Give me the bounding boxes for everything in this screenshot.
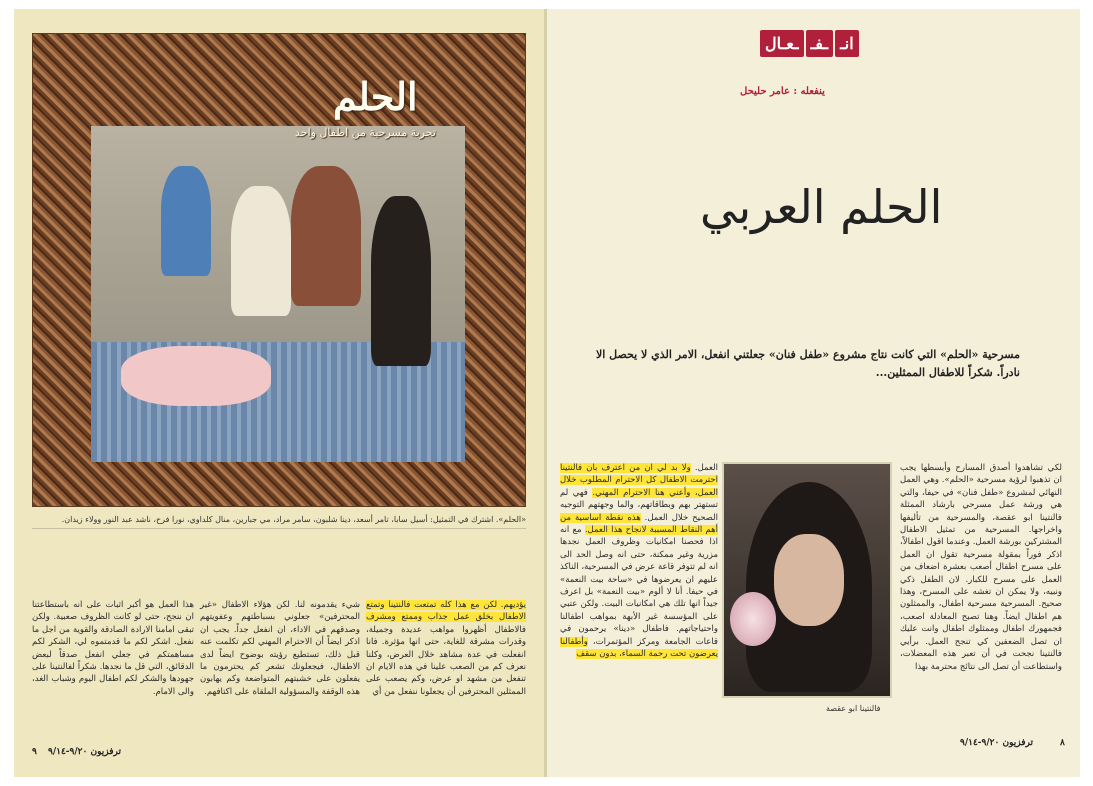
highlight: ولا بد لي ان من اعترف بان فالنتينا احترمت الاطفال كل الاحترام المطلوب خلال العمل، وأعني هنا الاحترام المهني.	[560, 463, 719, 498]
photo-subtitle: تجربة مسرحية من اطفال واحد	[295, 126, 436, 139]
section-logo	[760, 30, 859, 57]
logo-tile: ـفـ	[806, 30, 833, 57]
left-column-1	[366, 599, 526, 698]
text: فالاطفال أظهروا مواهب عديدة وجميلة، وقدرات مشرقة للغاية، حتى انها مؤثرة. فانا انفعلت في عدة مشاهد خلال العرض، وكلنا نعرف كم من الصعب علينا في هذه الايام ان تنفعل من مشهد او عرض، وكم يصعب على الممثلين المحترفين أن يجعلونا ننفعل من أي	[366, 624, 526, 697]
highlight: هذه نقطة اساسية من أهم النقاط المسببة لانجاح هذا العمل.	[560, 512, 718, 536]
footer-text: ترفزيون ٩/٢٠-٩/١٤	[48, 747, 121, 757]
left-page	[14, 9, 544, 777]
headline: الحلم العربي	[700, 180, 943, 234]
cast-photo	[91, 126, 465, 462]
photo-title: الحلم	[333, 74, 418, 119]
logo-tile: انـ	[835, 30, 859, 57]
right-column-a	[560, 462, 718, 661]
page-number: ٩	[32, 747, 37, 757]
right-column-b: لكي تشاهدوا أصدق المسارح وأبسطها يجب ان تذهبوا لرؤية مسرحية «الحلم». وهي العمل النهائي لمشروع «طفل فنان» في حيفا، والتي هي ورشة عمل مسرحي بارشاد الممثلة فالنتينا ابو عقصة، والمسرحية من تأليفها واخراجها. المسرحية من تمثيل الاطفال المشتركين بورشة العمل. وعندما اقول اطفالاً، اذكر فوراً بمقولة مسرحية تقول ان العمل على مسرح اطفال أصعب بعشرة اضعاف من العمل على مسرح للكبار. لان الطفل ذكي ونبيه، ولا يمكن ان تغشه على المسرح، وهذا صحيح. المسرحية مسرحية اطفال، والممثلون هم اطفال ايضاً. وهنا تصبح المعادلة اصعب، فجمهورك اطفال وممثلوك اطفال وانت عليك ان تصل الضعفين كي تنجح العمل. برأيي فالنتينا نجحت في أن تعبر هذه المعضلات، واستطاعت أن تصل الى نتائج محترمة بهذا	[900, 463, 1062, 672]
byline: ينفعله : عامر حليحل	[740, 86, 825, 97]
highlight: وأطفالنا يعرضون تحت رحمة السماء، بدون سقف	[560, 636, 718, 660]
photo-caption: «الحلم». اشترك في التمثيل: أسيل سابا، تامر أسعد، دينا شلبون، سامر مراد، مي جبارين، منال كلداوي، نورا فرح، ناشد عبد النور وولاء زيدان.	[32, 515, 526, 529]
text: فهي لم تستهتر بهم وبطاقاتهم، والما وجهتهم التوجيه الصحيح خلال العمل.	[560, 487, 719, 523]
text: العمل.	[694, 463, 719, 473]
left-column-3: هذا العمل هو أكبر اثبات على انه باستطاعتنا ان ننجح، حتى لو كانت الظروف صعبية. ولكن تبقى امامنا الارادة الصادقة والقوية من اجل ما نفعل. اشكر لكم ما قدمتموه لي، الشكر لكم مساهمتكم في جعلي انفعل صدقاً لبعض الدقائق، التي قل ما نجدها. شكراً لفالنتينا على جهودها والشكر لكم اطفال اليوم وشباب الغد، والى الامام.	[32, 600, 194, 697]
footer-text: ترفزيون ٩/٢٠-٩/١٤	[960, 738, 1033, 748]
left-column-2: شيء يقدمونه لنا. لكن هؤلاء الاطفال «غير المحترفين» جعلوني بسباطتهم وعفويتهم وصدقهم في الاداء، ان انفعل جداً. يجب ان اذكر ايضاً أن الاحترام المهني لكم تكلمت عنه قبل ذلك، تستطيع رؤيته بوضوح ايضاً لدى الاطفال، فيجعلونك تشعر كم يحترمون ما يفعلون على خشبتهم المتواضعة وكم يهابون هذه الوقفة والمسؤولية الملقاة على اكتافهم.	[200, 600, 360, 697]
photo-frame	[32, 33, 526, 507]
text: مع انه اذا فحصنا امكانيات وظروف العمل نجدها مزرية وغير ممكنة، حتى انه وصل الحد الى انه لم تتوفر قاعة عرض في المسرحية، الناكذ عليهم ان يعرضوها في «ساحة بيت النعمة» في حيفا. أنا لا ألوم «بيت النعمة» بل اعرف جيداً انها تلك هي امكانيات البيت. ولكن عتبي على المؤسسة غير الأبهة بمواهب اطفالنا واحتياجاتهم. فاطفال «دينا» يرحمون في قاعات الجامعة ومركز المؤتمرات،	[560, 525, 718, 647]
portrait-photo	[722, 462, 892, 698]
lede: مسرحية «الحلم» التي كانت نتاج مشروع «طفل فنان» جعلتني انفعل، الامر الذي لا يحصل الا نادراً. شكراً للاطفال الممثلين...	[595, 348, 1020, 379]
highlight: يؤديهم. لكن مع هذا كله تمتعت فالنتينا وتمتع الاطفال بخلق عمل جذاب وممتع ومشرف	[366, 600, 526, 623]
portrait-caption: فالنتينا ابو عقصة	[826, 704, 881, 713]
page-number: ٨	[1060, 738, 1065, 748]
logo-tile: ـعـال	[760, 30, 804, 57]
